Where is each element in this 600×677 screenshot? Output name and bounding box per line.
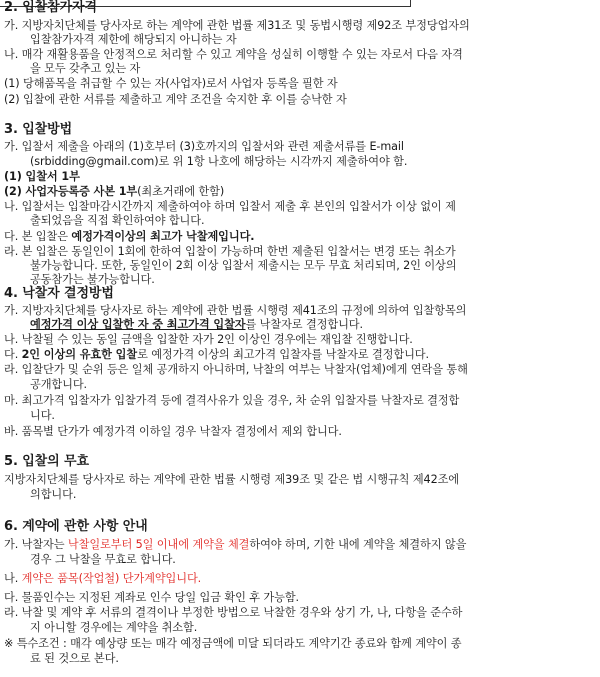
section-6-special-condition: ※ 특수조건 : 매각 예상량 또는 매각 예정금액에 미달 되더라도 계약기간 종료와 함께 계약이 종 (4, 637, 462, 650)
section-4-item-ra-cont: 공개합니다. (30, 378, 87, 391)
section-5-text-cont: 의합니다. (30, 488, 77, 501)
section-5-text: 지방자치단체를 당사자로 하는 계약에 관한 법률 시행령 제39조 및 같은 법 시행규칙 제42조에 (4, 473, 460, 486)
section-4-item-ga-rest: 를 낙찰자로 결정합니다. (245, 318, 363, 331)
section-3-item-da-prefix: 다. 본 입찰은 (4, 230, 72, 243)
section-4-item-ba: 바. 품목별 단가가 예정가격 이하일 경우 낙찰자 결정에서 제외 합니다. (4, 425, 342, 438)
section-6-special-condition-cont: 료 된 것으로 본다. (30, 652, 119, 665)
section-4-item-ga-cont (30, 318, 363, 332)
section-6-item-ga-rest: 하여야 하며, 기한 내에 계약을 체결하지 않을 (249, 538, 467, 551)
section-6-item-ra-cont: 지 아니할 경우에는 계약을 취소함. (30, 621, 198, 634)
section-2-item-na: 나. 매각 재활용품을 안정적으로 처리할 수 있고 계약을 성실히 이행할 수 있는 자로서 다음 자격 (4, 48, 463, 61)
section-6-heading: 6. 계약에 관한 사항 안내 (4, 519, 148, 534)
section-3-subitem-2-note: (최초거래에 한함) (137, 185, 225, 198)
section-3-item-ga-cont: (srbidding@gmail.com)로 위 1항 나호에 해당하는 시각까지 제출하여야 함. (30, 155, 408, 168)
section-3-subitem-2 (4, 185, 224, 199)
section-6-item-ra: 라. 낙찰 및 계약 후 서류의 결격이나 부정한 방법으로 낙찰한 경우와 상기 가, 나, 다항을 준수하 (4, 606, 463, 619)
section-6-item-ga-highlight: 낙찰일로부터 5일 이내에 계약을 체결 (67, 538, 250, 551)
section-4-item-ma: 마. 최고가격 입찰자가 입찰가격 등에 결격사유가 있을 경우, 차 순위 입찰자를 낙찰자로 결정합 (4, 394, 460, 407)
section-6-item-na-prefix: 나. (4, 572, 22, 585)
section-3-item-ra-cont-1: 불가능합니다. 또한, 동일인이 2회 이상 입찰서 제출시는 모두 무효 처리되며, 2인 이상의 (30, 259, 457, 272)
section-2-heading: 2. 입찰참가자격 (4, 0, 97, 15)
section-2-subitem-1: (1) 당해품목을 취급할 수 있는 자(사업자)로서 사업자 등록을 필한 자 (4, 77, 338, 90)
section-2-item-ga: 가. 지방자치단체를 당사자로 하는 계약에 관한 법률 제31조 및 동법시행령 제92조 부정당업자의 (4, 19, 470, 32)
section-6-item-ga (4, 538, 466, 552)
section-4-heading: 4. 낙찰자 결정방법 (4, 286, 114, 301)
section-2-subitem-2: (2) 입찰에 관한 서류를 제출하고 계약 조건을 숙지한 후 이를 승낙한 자 (4, 93, 347, 106)
section-6-item-ga-cont: 경우 그 낙찰을 무효로 합니다. (30, 553, 176, 566)
section-5-heading: 5. 입찰의 무효 (4, 454, 89, 469)
section-6-item-na (4, 572, 201, 586)
section-4-item-ga: 가. 지방자치단체를 당사자로 하는 계약에 관한 법률 시행령 제41조의 규정에 의하여 입찰항목의 (4, 304, 467, 317)
section-6-item-ga-prefix: 가. 낙찰자는 (4, 538, 68, 551)
section-3-subitem-1: (1) 입찰서 1부 (4, 170, 80, 183)
section-3-item-ra-cont-2: 공동참가는 불가능합니다. (30, 273, 155, 286)
section-2-item-na-cont: 을 모두 갖추고 있는 자 (30, 62, 141, 75)
section-4-item-da (4, 348, 429, 362)
section-6-item-da: 다. 물품인수는 지정된 계좌로 인수 당일 입금 확인 후 가능함. (4, 591, 299, 604)
section-3-item-na-cont: 출되었음을 직접 확인하여야 합니다. (30, 214, 205, 227)
section-4-item-da-prefix: 다. (4, 348, 22, 361)
section-3-item-na: 나. 입찰서는 입찰마감시간까지 제출하여야 하며 입찰서 제출 후 본인의 입찰서가 이상 없이 제 (4, 200, 456, 213)
section-4-item-da-bold: 2인 이상의 유효한 입찰 (21, 348, 138, 361)
section-4-item-da-rest: 로 예정가격 이상의 최고가격 입찰자를 낙찰자로 결정합니다. (137, 348, 429, 361)
section-2-item-ga-cont: 입찰참가자격 제한에 해당되지 아니하는 자 (30, 33, 237, 46)
section-3-item-ga: 가. 입찰서 제출을 아래의 (1)호부터 (3)호까지의 입찰서와 관련 제출서류를 E-mail (4, 140, 404, 153)
section-4-item-ra: 라. 입찰단가 및 순위 등은 일체 공개하지 아니하며, 낙찰의 여부는 낙찰자(업체)에게 연락을 통해 (4, 363, 468, 376)
section-3-heading: 3. 입찰방법 (4, 122, 73, 137)
section-3-item-da-bold: 예정가격이상의 최고가 낙찰제입니다. (71, 230, 255, 243)
section-6-item-na-highlight: 계약은 품목(작업철) 단가계약입니다. (21, 572, 202, 585)
section-4-item-ga-underline: 예정가격 이상 입찰한 자 중 최고가격 입찰자 (30, 318, 246, 331)
section-3-subitem-2-bold: (2) 사업자등록증 사본 1부 (4, 185, 138, 198)
section-4-item-na: 나. 낙찰될 수 있는 동일 금액을 입찰한 자가 2인 이상인 경우에는 재입찰 진행합니다. (4, 333, 413, 346)
section-3-item-ra: 라. 본 입찰은 동일인이 1회에 한하여 입찰이 가능하며 한번 제출된 입찰서는 변경 또는 취소가 (4, 245, 456, 258)
section-4-item-ma-cont: 니다. (30, 409, 55, 422)
section-3-item-da (4, 230, 254, 244)
